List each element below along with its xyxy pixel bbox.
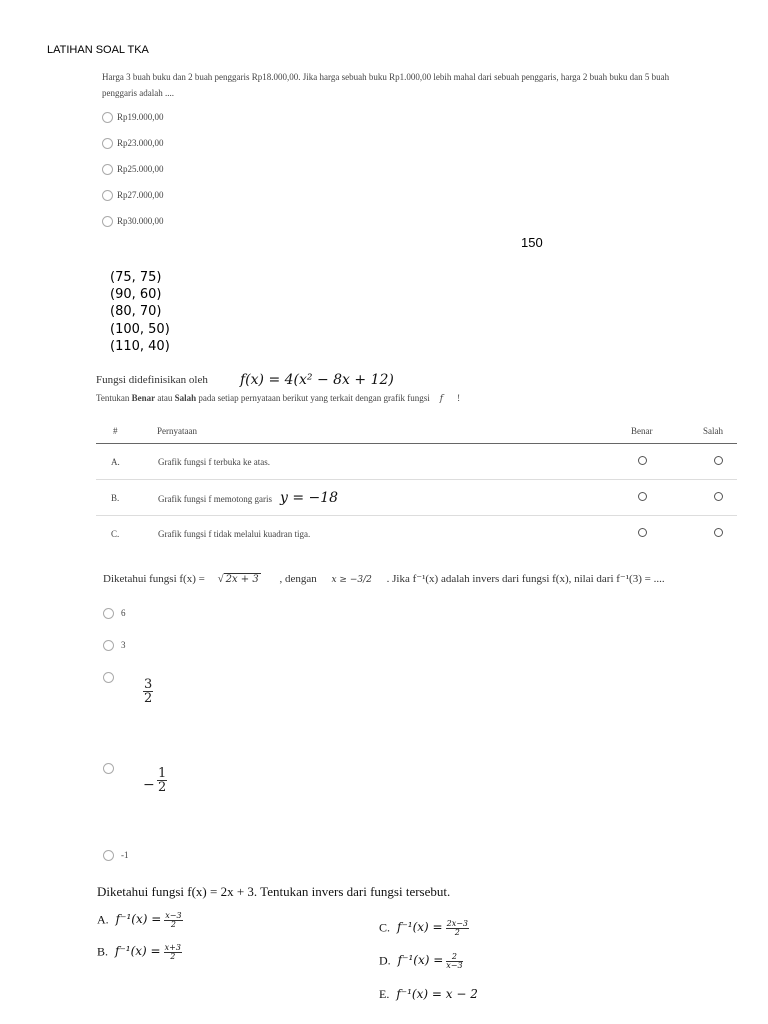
q3-pre: Diketahui fungsi f(x) =	[103, 573, 205, 585]
option-label: Rp23.000,00	[117, 138, 164, 148]
salah-cell[interactable]	[703, 516, 737, 552]
instr-end: !	[457, 393, 461, 403]
q1-text-line2: penggaris adalah ....	[102, 88, 174, 98]
option-label: Rp30.000,00	[117, 216, 164, 226]
q4-stem: Diketahui fungsi f(x) = 2x + 3. Tentukan invers dari fungsi tersebut.	[97, 884, 451, 899]
option-lhs: f⁻¹(x) =	[115, 912, 162, 927]
radio-icon[interactable]	[102, 190, 113, 201]
option-letter: B.	[97, 944, 109, 959]
statement-table	[96, 418, 737, 551]
benar-cell[interactable]	[631, 480, 703, 516]
q2-instruction	[96, 393, 460, 404]
option-lhs: f⁻¹(x) =	[115, 944, 161, 959]
fraction-three-halves	[143, 678, 153, 705]
q4-option-b[interactable]	[97, 944, 182, 961]
radio-salah-icon[interactable]	[714, 492, 723, 501]
radio-salah-icon[interactable]	[714, 528, 723, 537]
header-statement: Pernyataan	[157, 418, 631, 444]
option-expression: f⁻¹(x) = x − 2	[396, 987, 478, 1001]
radio-icon[interactable]	[103, 672, 114, 683]
table-row	[96, 444, 737, 480]
option-fraction	[446, 953, 462, 970]
option-label: Rp25.000,00	[117, 164, 164, 174]
option-lhs: f⁻¹(x) =	[397, 953, 444, 968]
q2-intro: Fungsi didefinisikan oleh	[96, 374, 208, 386]
option-fraction	[164, 912, 182, 929]
row-equation: y = −18	[279, 489, 339, 506]
radio-icon[interactable]	[103, 608, 114, 619]
frac-den: 2	[158, 780, 167, 795]
row-statement: Grafik fungsi f terbuka ke atas.	[157, 444, 631, 480]
benar-cell[interactable]	[631, 444, 703, 480]
pair-item: (80, 70)	[110, 304, 162, 320]
table-row	[96, 480, 737, 516]
salah-cell[interactable]	[703, 444, 737, 480]
pair-item: (90, 60)	[110, 287, 162, 303]
option-letter: E.	[379, 987, 390, 1001]
q4-option-c[interactable]	[379, 920, 469, 937]
q4-option-a[interactable]	[97, 912, 183, 929]
radio-icon[interactable]	[102, 216, 113, 227]
frac-num: 2	[446, 953, 462, 962]
page-title: LATIHAN SOAL TKA	[47, 44, 149, 56]
radio-icon[interactable]	[103, 850, 114, 861]
option-letter: C.	[379, 920, 391, 935]
table-row	[96, 516, 737, 552]
salah-cell[interactable]	[703, 480, 737, 516]
option-label: -1	[121, 850, 129, 860]
option-lhs: f⁻¹(x) =	[397, 920, 443, 935]
option-fraction	[164, 944, 182, 961]
q3-post: . Jika f⁻¹(x) adalah invers dari fungsi f(x), nilai dari f⁻¹(3) = ....	[386, 573, 665, 585]
radio-salah-icon[interactable]	[714, 456, 723, 465]
option-label: Rp19.000,00	[117, 112, 164, 122]
option-label: 3	[121, 640, 126, 650]
frac-num: x−3	[165, 911, 182, 920]
header-num: #	[96, 418, 157, 444]
pair-item: (100, 50)	[110, 321, 170, 337]
table-header-row	[96, 418, 737, 444]
q4-option-e[interactable]	[379, 987, 478, 1002]
q1-text-line1: Harga 3 buah buku dan 2 buah penggaris Rp18.000,00. Jika harga sebuah buku Rp1.000,00 lebih mahal dari sebuah penggaris, harga 2 buah buku dan 5 buah	[102, 72, 670, 82]
option-label: Rp27.000,00	[117, 190, 164, 200]
q3-sqrt-icon: √	[217, 573, 224, 585]
coordinate-pairs-list	[110, 269, 170, 355]
radio-icon[interactable]	[103, 640, 114, 651]
radio-icon[interactable]	[102, 164, 113, 175]
frac-den: x−3	[446, 961, 463, 970]
row-statement: Grafik fungsi f memotong garis	[158, 493, 272, 504]
instr-text: atau	[155, 393, 175, 403]
q3-stem	[103, 572, 665, 585]
frac-num: 1	[158, 766, 167, 781]
q3-mid: , dengan	[279, 573, 317, 585]
row-num: A.	[96, 444, 157, 480]
q3-sqrt: 2x + 3	[225, 574, 259, 585]
fraction-one-half	[157, 767, 167, 794]
q3-cond: x ≥ −3/2	[331, 575, 372, 585]
q4-option-d[interactable]	[379, 953, 463, 970]
frac-den: 2	[170, 920, 176, 929]
frac-num: 3	[144, 677, 153, 692]
frac-den: 2	[454, 928, 460, 937]
row-statement: Grafik fungsi f tidak melalui kuadran tiga.	[157, 516, 631, 552]
frac-num: x+3	[164, 943, 181, 952]
instr-text: pada setiap pernyataan berikut yang terkait dengan grafik fungsi	[196, 393, 430, 403]
row-num: C.	[96, 516, 157, 552]
benar-cell[interactable]	[631, 516, 703, 552]
option-label: 6	[121, 608, 126, 618]
instr-text: Tentukan	[96, 393, 132, 403]
q2-formula: f(x) = 4(x² − 8x + 12)	[240, 372, 394, 388]
number-150: 150	[521, 235, 543, 250]
frac-num: 2x−3	[446, 919, 469, 928]
minus-sign: −	[143, 777, 155, 793]
radio-icon[interactable]	[103, 763, 114, 774]
row-num: B.	[96, 480, 157, 516]
radio-icon[interactable]	[102, 138, 113, 149]
option-letter: D.	[379, 953, 391, 968]
radio-benar-icon[interactable]	[638, 456, 647, 465]
header-salah: Salah	[703, 418, 737, 444]
option-fraction	[446, 920, 469, 937]
header-benar: Benar	[631, 418, 703, 444]
instr-f: f	[439, 394, 444, 404]
radio-benar-icon[interactable]	[638, 492, 647, 501]
radio-benar-icon[interactable]	[638, 528, 647, 537]
frac-den: 2	[144, 691, 153, 706]
frac-den: 2	[170, 952, 176, 961]
pair-item: (75, 75)	[110, 270, 162, 285]
option-letter: A.	[97, 912, 109, 927]
instr-benar: Benar	[131, 393, 156, 403]
radio-icon[interactable]	[102, 112, 113, 123]
instr-salah: Salah	[174, 393, 197, 403]
pair-item: (110, 40)	[110, 338, 170, 354]
row-statement-cell	[157, 480, 631, 516]
